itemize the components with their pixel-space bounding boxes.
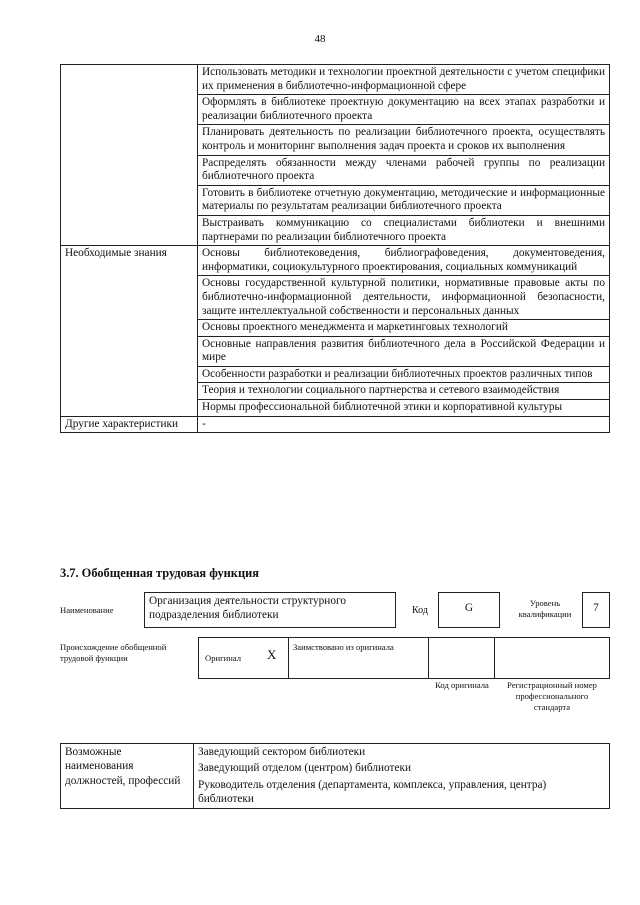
code-original-box (428, 637, 496, 679)
table-row (61, 744, 610, 761)
row-label-other: Другие характеристики (61, 416, 198, 433)
name-value: Организация деятельности структурного подразделения библиотеки (149, 595, 346, 621)
name-value-box (144, 592, 396, 628)
original-box (198, 637, 290, 679)
page-number: 48 (314, 33, 326, 45)
other-item: - (198, 416, 610, 433)
level-value-box (582, 592, 610, 628)
knowledge-item: Нормы профессиональной библиотечной этики и корпоративной культуры (198, 400, 610, 417)
borrowed-box (288, 637, 430, 679)
row-label-knowledge: Необходимые знания (61, 246, 198, 417)
skill-item: Распределять обязанности между членами рабочей группы по реализации библиотечного проекта (198, 155, 610, 185)
knowledge-item: Основы государственной культурной политики, нормативные правовые акты по библиотечно-информационной деятельности, информационной безопасности, защите интеллектуальной собственности и персональных данных (198, 276, 610, 320)
position-item: Заведующий сектором библиотеки (194, 744, 610, 761)
skill-item: Планировать деятельность по реализации библиотечного проекта, осуществлять контроль и мониторинг выполнения задач проекта и сроков их выполнения (198, 125, 610, 155)
reg-number-label: Регистрационный номер профессионального стандарта (507, 680, 597, 712)
table-row (61, 416, 610, 433)
knowledge-item: Основы проектного менеджмента и маркетинговых технологий (198, 320, 610, 337)
knowledge-item: Теория и технологии социального партнерства и сетевого взаимодействия (198, 383, 610, 400)
code-value-box (438, 592, 500, 628)
row-label (61, 65, 198, 246)
original-label: Оригинал (205, 653, 242, 663)
position-item: Руководитель отделения (департамента, комплекса, управления, центра) библиотеки (194, 777, 610, 808)
position-item: Заведующий отделом (центром) библиотеки (194, 760, 610, 776)
table-row (61, 65, 610, 95)
skill-item: Использовать методики и технологии проектной деятельности с учетом специфики их применения в библиотечно-информационной сфере (198, 65, 610, 95)
knowledge-item: Основы библиотековедения, библиографоведения, документоведения, информатики, социокультурного проектирования, социальных коммуникаций (198, 246, 610, 276)
level-value: 7 (593, 602, 599, 614)
generalized-function-row (60, 592, 610, 632)
skills-table (60, 64, 610, 433)
positions-table (60, 743, 610, 809)
original-mark: X (267, 647, 277, 662)
origin-row (60, 640, 610, 730)
positions-label: Возможные наименования должностей, профессий (61, 744, 194, 809)
code-label: Код (412, 605, 428, 616)
reg-number-box (494, 637, 610, 679)
skill-item: Оформлять в библиотеке проектную документацию на всех этапах разработки и реализации библиотечного проекта (198, 95, 610, 125)
table-row (61, 246, 610, 276)
origin-label: Происхождение обобщенной трудовой функции (60, 642, 167, 663)
skill-item: Готовить в библиотеке отчетную документацию, методические и информационные материалы по результатам реализации библиотечного проекта (198, 185, 610, 215)
name-label: Наименование (60, 605, 114, 615)
code-original-label: Код оригинала (435, 680, 489, 690)
knowledge-item: Основные направления развития библиотечного дела в Российской Федерации и мире (198, 336, 610, 366)
code-value: G (464, 602, 474, 614)
borrowed-label: Заимствовано из оригинала (293, 642, 394, 652)
knowledge-item: Особенности разработки и реализации библиотечных проектов различных типов (198, 366, 610, 383)
skill-item: Выстраивать коммуникацию со специалистами библиотеки и внешними партнерами по реализации библиотечного проекта (198, 215, 610, 245)
level-label: Уровень квалификации (518, 598, 572, 619)
section-heading: 3.7. Обобщенная трудовая функция (60, 566, 259, 580)
